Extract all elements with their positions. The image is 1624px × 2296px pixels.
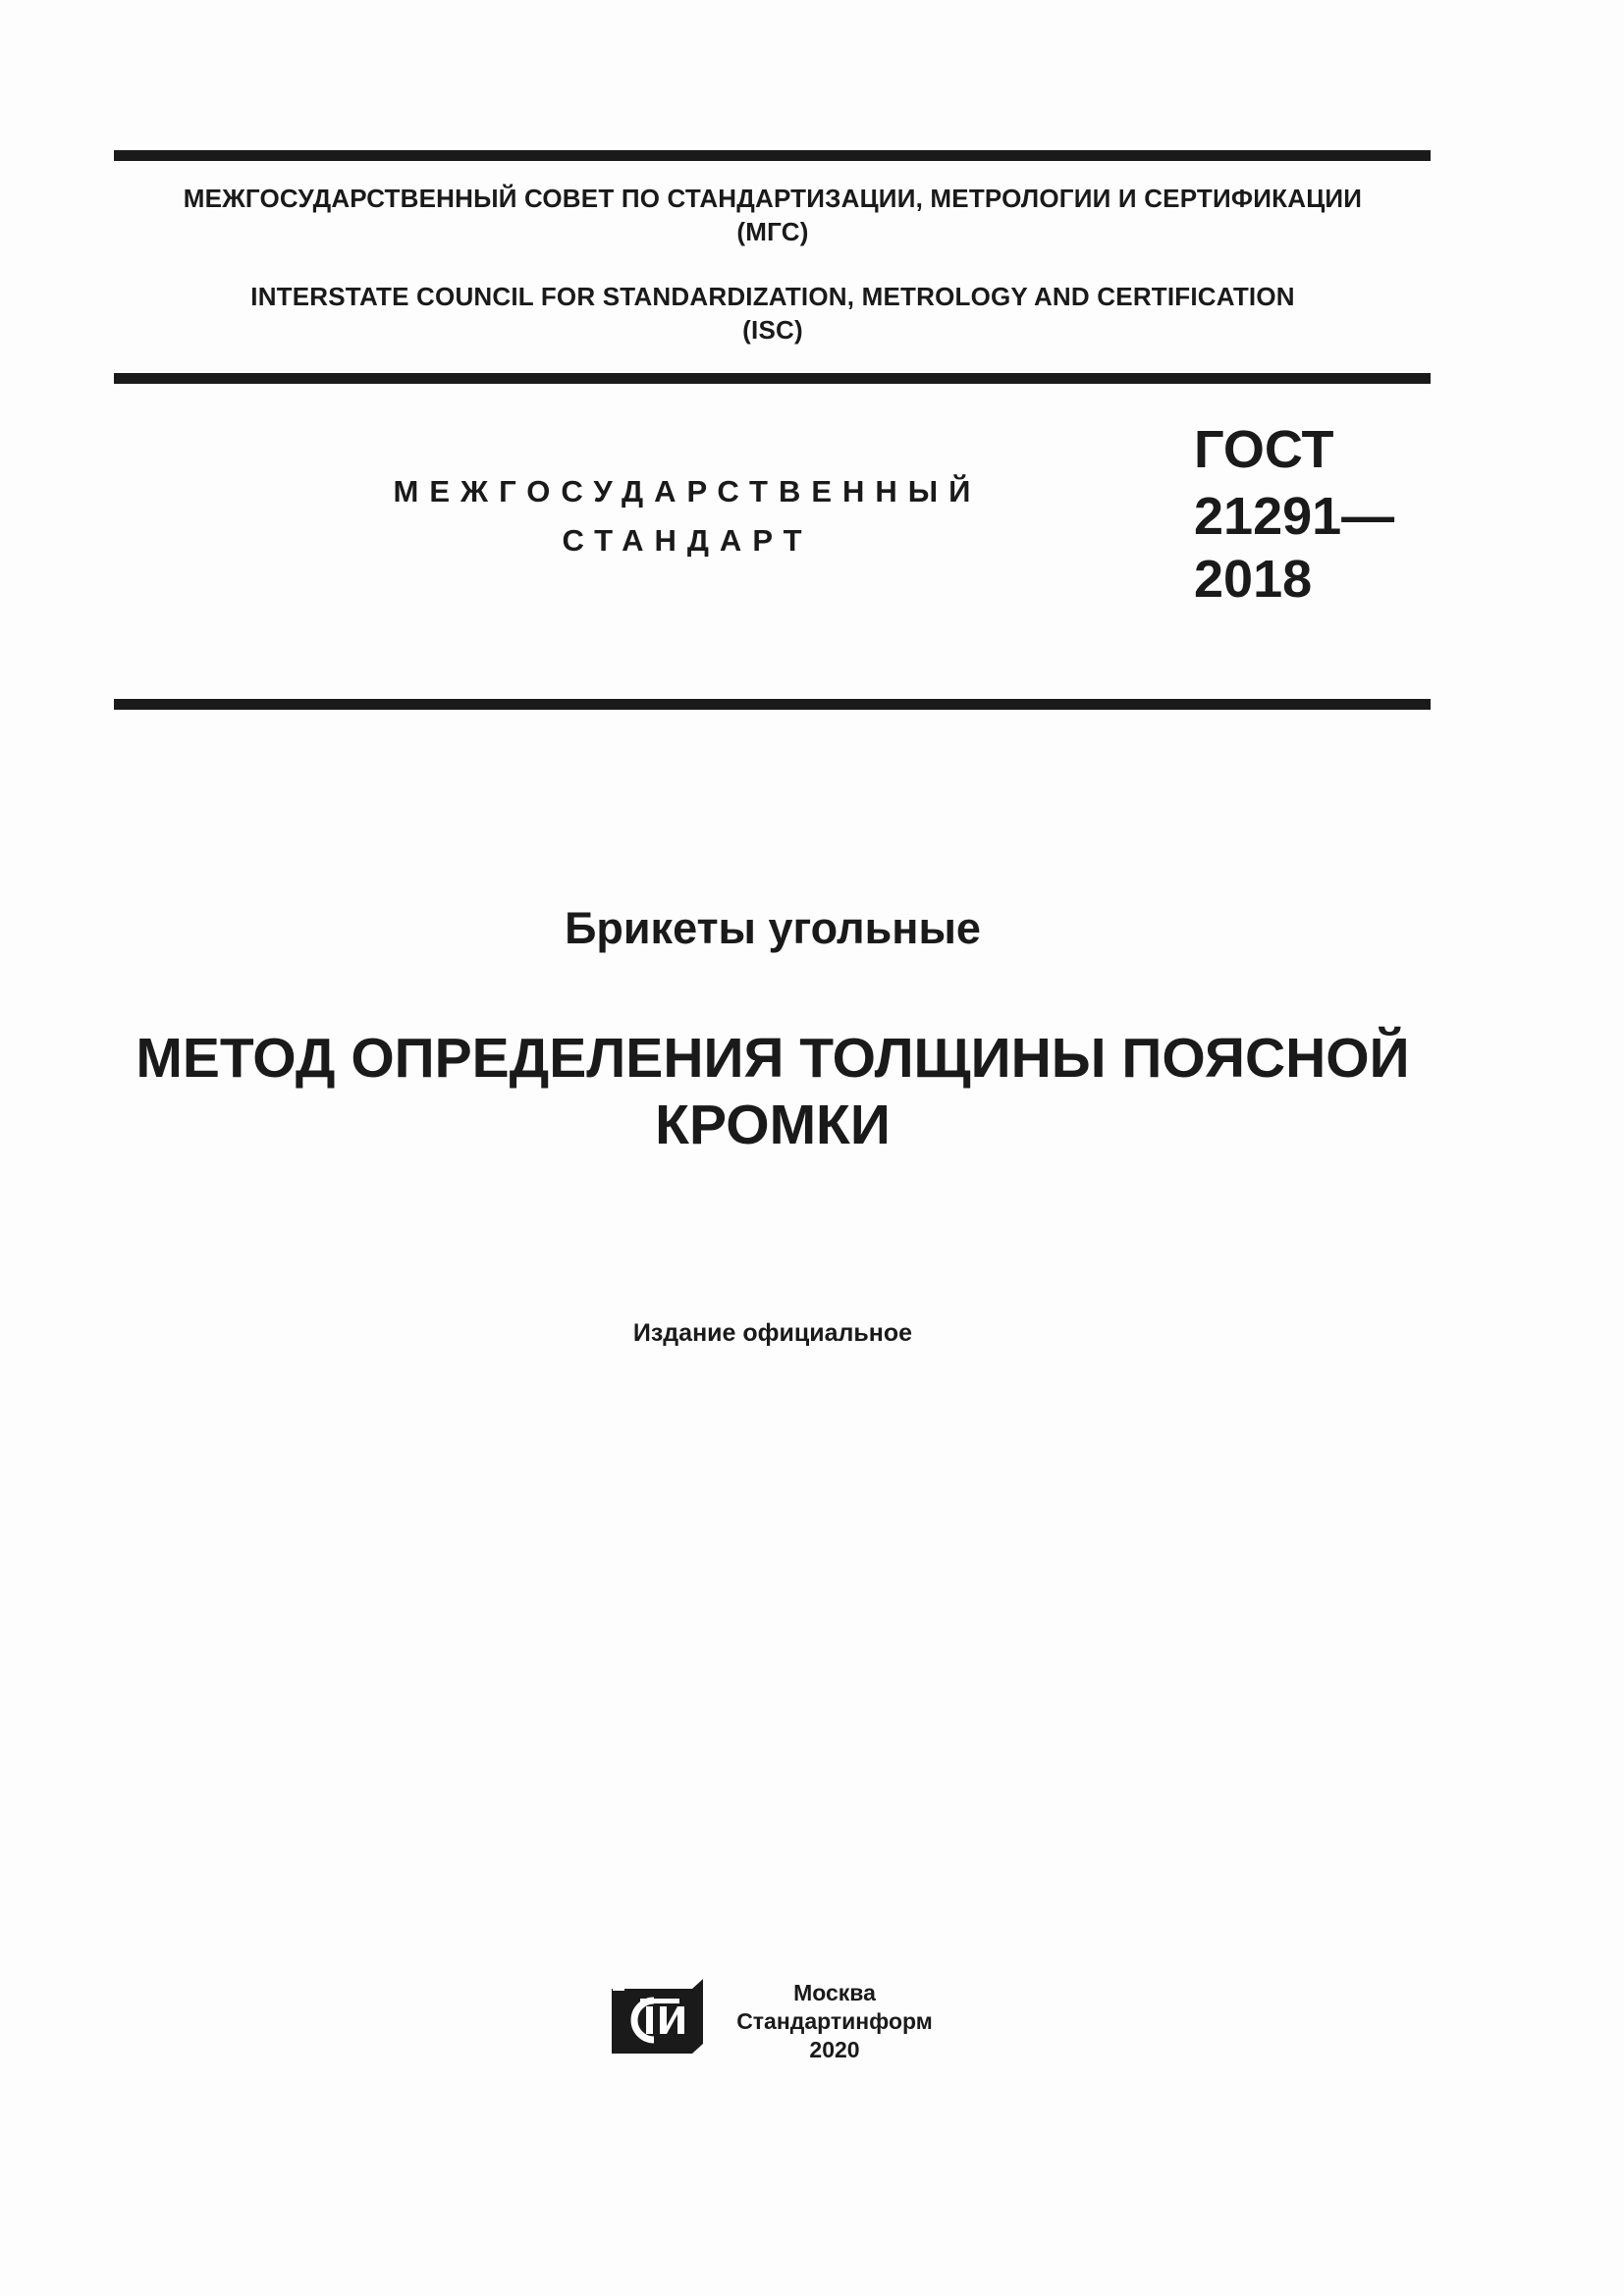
gost-year: 2018: [1194, 550, 1313, 609]
standartinform-logo-icon: [611, 1979, 705, 2056]
top-divider: [114, 150, 1431, 161]
council-name-en: INTERSTATE COUNCIL FOR STANDARDIZATION, METROLOGY AND CERTIFICATION: [250, 282, 1295, 311]
standard-type-line2: СТАНДАРТ: [562, 523, 813, 558]
bottom-divider: [114, 699, 1431, 710]
middle-divider: [114, 373, 1431, 384]
standard-type-line1: МЕЖГОСУДАРСТВЕННЫЙ: [393, 474, 982, 508]
gost-label: ГОСТ: [1194, 420, 1334, 479]
document-title-line1: МЕТОД ОПРЕДЕЛЕНИЯ ТОЛЩИНЫ ПОЯСНОЙ: [135, 1027, 1410, 1090]
council-name-ru: МЕЖГОСУДАРСТВЕННЫЙ СОВЕТ ПО СТАНДАРТИЗАЦИИ, МЕТРОЛОГИИ И СЕРТИФИКАЦИИ: [183, 184, 1363, 213]
document-subtitle: Брикеты угольные: [565, 903, 981, 953]
gost-number: 21291—: [1194, 487, 1395, 546]
publisher-name: Стандартинформ: [736, 2008, 933, 2034]
document-title-line2: КРОМКИ: [655, 1094, 891, 1156]
publication-year: 2020: [809, 2037, 860, 2062]
publisher-city: Москва: [793, 1980, 876, 2005]
edition-note: Издание официальное: [632, 1319, 913, 1347]
council-abbr-en: (ISC): [742, 315, 803, 345]
council-abbr-ru: (МГС): [736, 217, 809, 246]
